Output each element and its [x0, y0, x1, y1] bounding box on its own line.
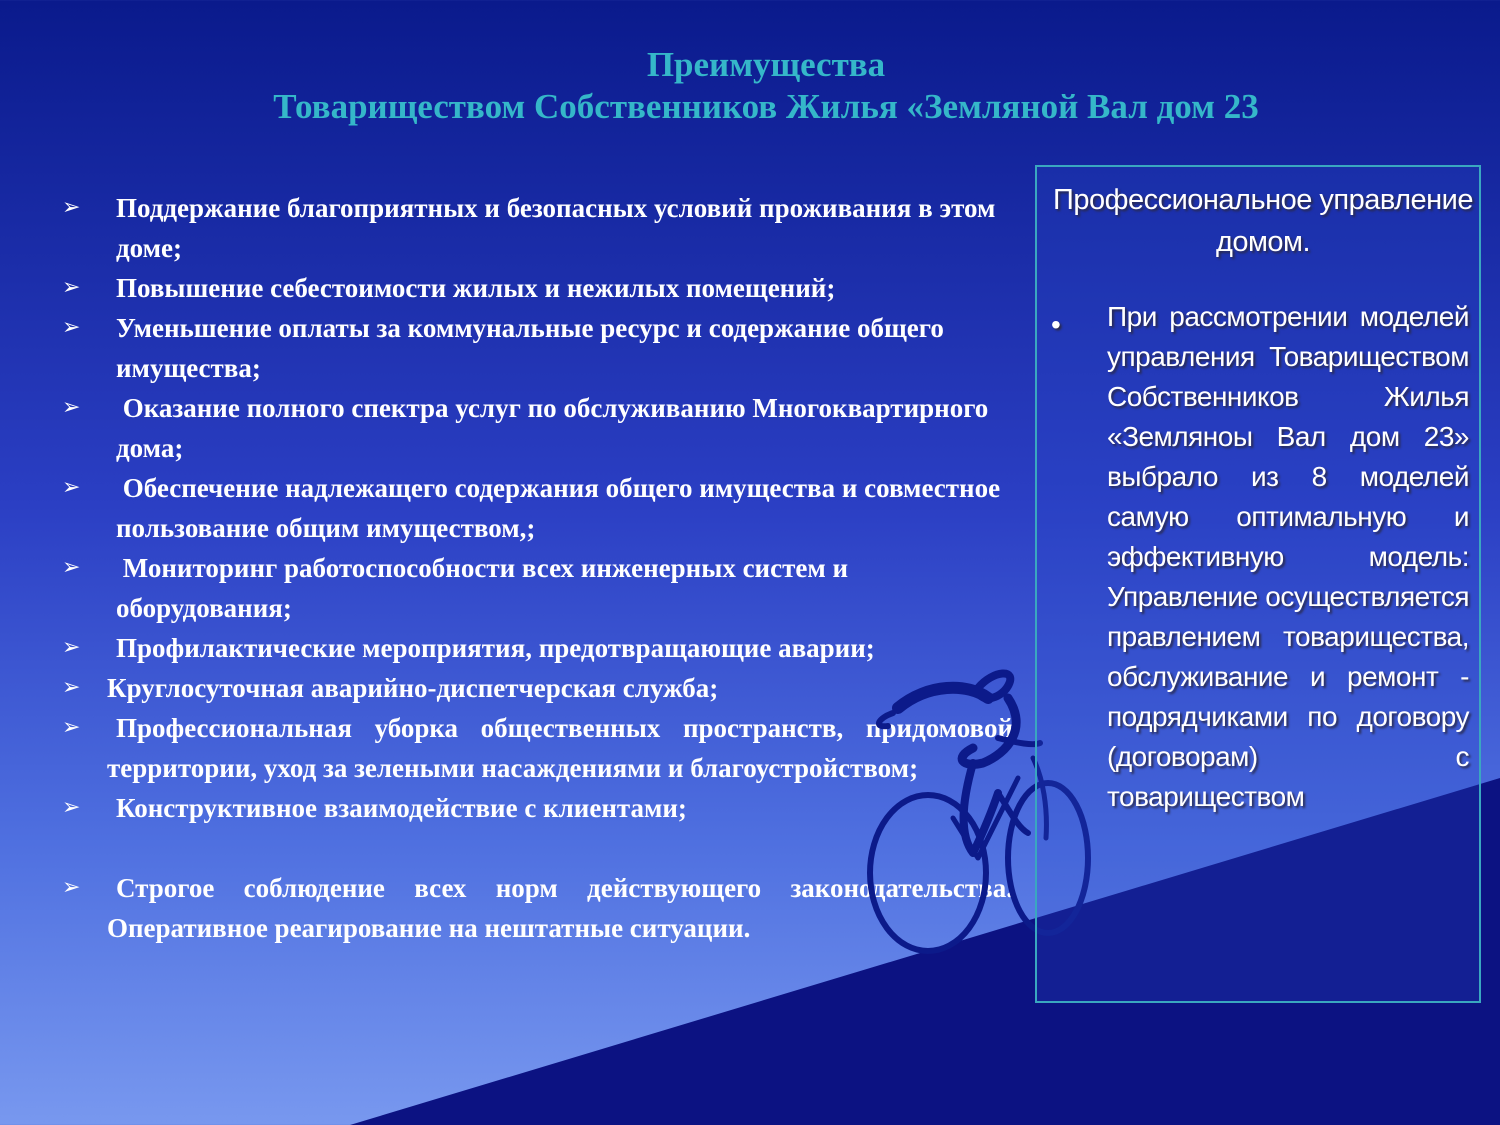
arrow-bullet-icon: ➢: [62, 715, 81, 740]
arrow-bullet-icon: ➢: [62, 195, 81, 220]
list-item: ➢ Профессиональная уборка общественных пространств, придомовой территории, уход за зелеными насаждениями и благоустройством;: [58, 708, 1013, 788]
arrow-bullet-icon: ➢: [62, 875, 81, 900]
arrow-bullet-icon: ➢: [62, 675, 81, 700]
list-item: ➢ Мониторинг работоспособности всех инженерных систем и оборудования;: [58, 548, 1013, 628]
arrow-bullet-icon: ➢: [62, 635, 81, 660]
dot-bullet-icon: •: [1051, 309, 1061, 340]
list-item: ➢ Круглосуточная аварийно-диспетчерская служба;: [58, 668, 1013, 708]
management-info-box: [1035, 165, 1481, 1003]
arrow-bullet-icon: ➢: [62, 275, 81, 300]
title-line-1: Преимущества: [646, 45, 886, 84]
list-item: ➢ Уменьшение оплаты за коммунальные ресурс и содержание общего имущества;: [58, 308, 1013, 388]
list-item: ➢ Строгое соблюдение всех норм действующего законодательства. Оперативное реагирование на нештатные ситуации.: [58, 868, 1013, 948]
arrow-bullet-icon: ➢: [62, 475, 81, 500]
list-item: ➢ Профилактические мероприятия, предотвращающие аварии;: [58, 628, 1013, 668]
list-item: ➢ Конструктивное взаимодействие с клиентами;: [58, 788, 1013, 828]
box-text: При рассмотрении моделей управления Товариществом Собственников Жилья «Земляноы Вал дом 23» выбрало из 8 моделей самую оптимальную и эффективную модель: Управление осуществляется правлением товарищества, обслуживание и ремонт - подрядчиками по договору (договорам) с товариществом: [1107, 301, 1469, 812]
arrow-bullet-icon: ➢: [62, 395, 81, 420]
arrow-bullet-icon: ➢: [62, 795, 81, 820]
page-title: [0, 44, 1500, 128]
title-line-2: Товариществом Собственников Жилья «Земляной Вал дом 23: [273, 87, 1259, 126]
list-item: ➢ Повышение себестоимости жилых и нежилых помещений;: [58, 268, 1013, 308]
arrow-bullet-icon: ➢: [62, 315, 81, 340]
arrow-bullet-icon: ➢: [62, 555, 81, 580]
list-item: ➢ Обеспечение надлежащего содержания общего имущества и совместное пользование общим имуществом,;: [58, 468, 1013, 548]
list-item: ➢ Поддержание благоприятных и безопасных условий проживания в этом доме;: [58, 188, 1013, 268]
box-heading: Профессиональное управление домом.: [1052, 184, 1473, 258]
list-item: ➢ Оказание полного спектра услуг по обслуживанию Многоквартирного дома;: [58, 388, 1013, 468]
